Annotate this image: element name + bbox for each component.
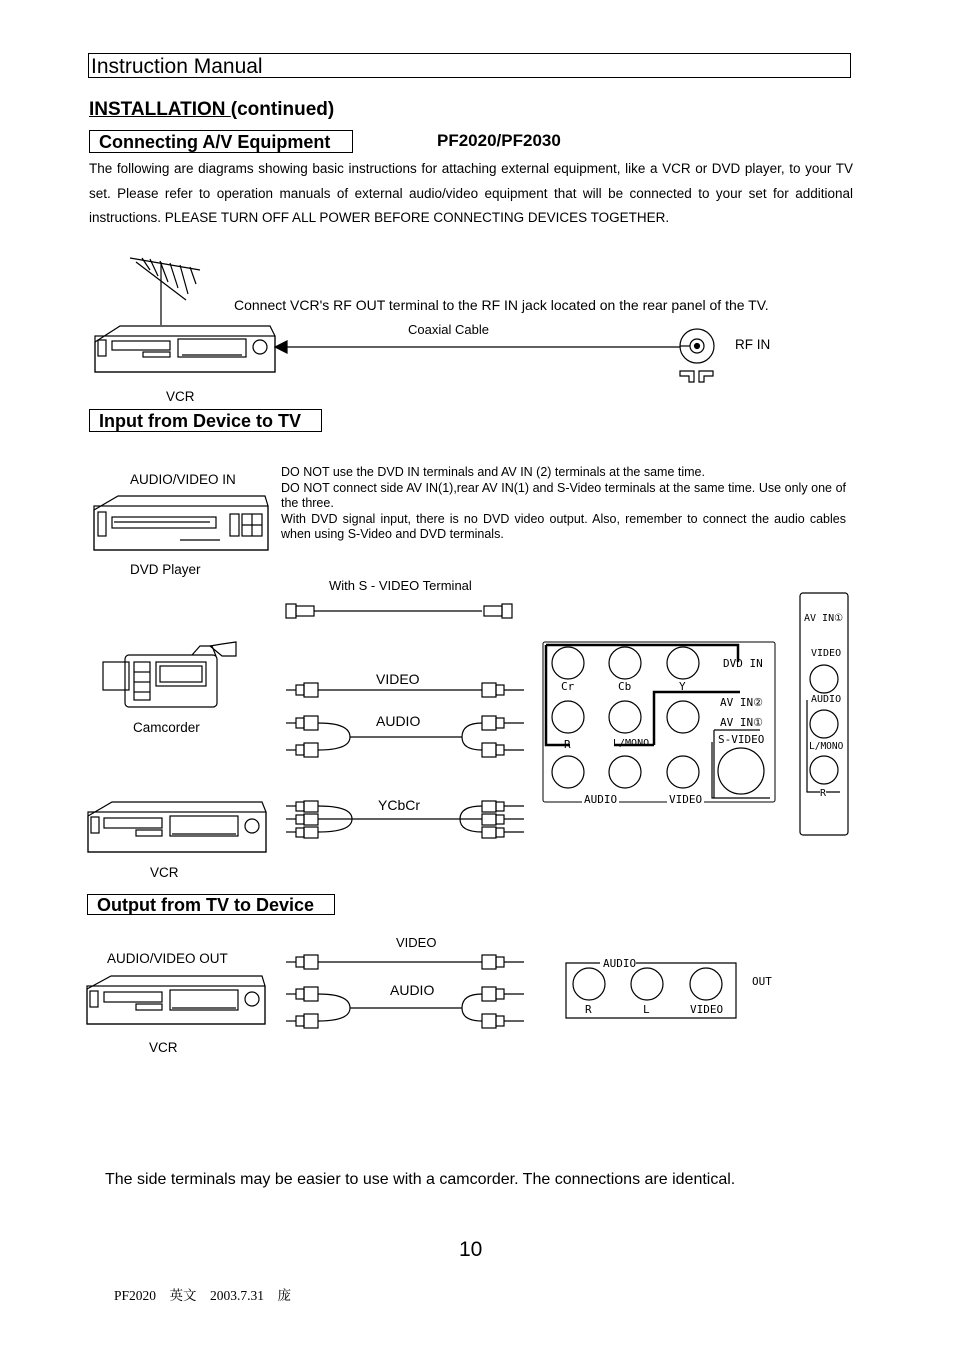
panel-cr: Cr bbox=[561, 680, 575, 693]
rf-in-label: RF IN bbox=[735, 337, 771, 352]
panel-cb: Cb bbox=[618, 680, 632, 693]
panel-lmono: L/MONO bbox=[613, 738, 650, 749]
side-panel-title: AV IN① bbox=[804, 613, 844, 624]
output-audio-label: AUDIO bbox=[390, 982, 435, 998]
camcorder-icon bbox=[103, 642, 236, 707]
out-panel-video: VIDEO bbox=[690, 1003, 724, 1016]
vcr-output-icon bbox=[87, 976, 265, 1024]
note-2: DO NOT connect side AV IN(1),rear AV IN(1) and S-Video terminals at the same time. Use only one of the three. bbox=[281, 480, 846, 510]
coaxial-cable-label: Coaxial Cable bbox=[408, 322, 489, 337]
output-video-cable-icon bbox=[286, 955, 524, 969]
note-1: DO NOT use the DVD IN terminals and AV IN (2) terminals at the same time. bbox=[281, 465, 705, 479]
vcr-input-label: VCR bbox=[150, 865, 179, 880]
manual-header: Instruction Manual bbox=[88, 53, 851, 78]
side-panel-video: VIDEO bbox=[811, 648, 842, 659]
input-notes bbox=[281, 465, 846, 543]
panel-y: Y bbox=[679, 680, 686, 693]
arrow-left-icon bbox=[275, 341, 287, 353]
out-panel-l: L bbox=[643, 1003, 650, 1016]
panel-av-in1: AV IN① bbox=[720, 716, 763, 729]
camcorder-label: Camcorder bbox=[133, 720, 200, 735]
vcr-rf-label: VCR bbox=[166, 389, 195, 404]
panel-audio: AUDIO bbox=[584, 793, 618, 806]
vcr-output-label: VCR bbox=[149, 1040, 178, 1055]
model-number: PF2020/PF2030 bbox=[437, 131, 561, 150]
out-panel-out: OUT bbox=[752, 975, 772, 988]
output-video-label: VIDEO bbox=[396, 935, 437, 950]
side-panel-lmono: L/MONO bbox=[809, 741, 844, 752]
av-in-label: AUDIO/VIDEO IN bbox=[130, 472, 236, 487]
note-3: With DVD signal input, there is no DVD video output. Also, remember to connect the audio cables when using S-Video and DVD terminals. bbox=[281, 511, 846, 541]
dvd-player-label: DVD Player bbox=[130, 562, 201, 577]
page-number: 10 bbox=[459, 1238, 483, 1261]
section-input: Input from Device to TV bbox=[89, 409, 322, 432]
side-panel-r: R bbox=[820, 788, 827, 799]
doc-footer: PF2020 英文 2003.7.31 庞 bbox=[114, 1288, 292, 1303]
panel-r: R bbox=[564, 738, 571, 751]
section-connecting: Connecting A/V Equipment bbox=[89, 130, 353, 153]
panel-dvd-in: DVD IN bbox=[723, 657, 763, 670]
vcr-input-icon bbox=[88, 802, 266, 852]
dvd-player-icon bbox=[94, 496, 268, 550]
ycbcr-label: YCbCr bbox=[378, 797, 421, 813]
antenna-icon bbox=[130, 258, 200, 325]
rf-instruction: Connect VCR's RF OUT terminal to the RF IN jack located on the rear panel of the TV. bbox=[234, 297, 769, 313]
svideo-label: With S - VIDEO Terminal bbox=[329, 578, 472, 593]
out-panel-audio: AUDIO bbox=[603, 957, 637, 970]
out-panel-r: R bbox=[585, 1003, 592, 1016]
panel-svideo: S-VIDEO bbox=[718, 733, 765, 746]
installation-title: INSTALLATION bbox=[89, 99, 231, 120]
av-out-label: AUDIO/VIDEO OUT bbox=[107, 951, 228, 966]
footer-note: The side terminals may be easier to use with a camcorder. The connections are identical. bbox=[105, 1171, 736, 1188]
vcr-rf-icon bbox=[95, 326, 275, 372]
video-label: VIDEO bbox=[376, 671, 420, 687]
side-panel-audio: AUDIO bbox=[811, 694, 842, 705]
panel-av-in2: AV IN② bbox=[720, 696, 763, 709]
panel-video: VIDEO bbox=[669, 793, 703, 806]
audio-label: AUDIO bbox=[376, 713, 421, 729]
installation-continued: (continued) bbox=[230, 99, 335, 120]
svideo-cable-icon bbox=[286, 604, 512, 618]
intro-paragraph: The following are diagrams showing basic instructions for attaching external equipment, like a VCR or DVD player, to your TV set. Please refer to operation manuals of external audio/video equipment that will be connected to your set for additional instructions. PLEASE TURN OFF ALL POWER BEFORE CONNECTING DEVICES TOGETHER. bbox=[89, 161, 853, 225]
rf-in-jack-icon bbox=[680, 329, 714, 382]
section-output: Output from TV to Device bbox=[87, 894, 335, 915]
